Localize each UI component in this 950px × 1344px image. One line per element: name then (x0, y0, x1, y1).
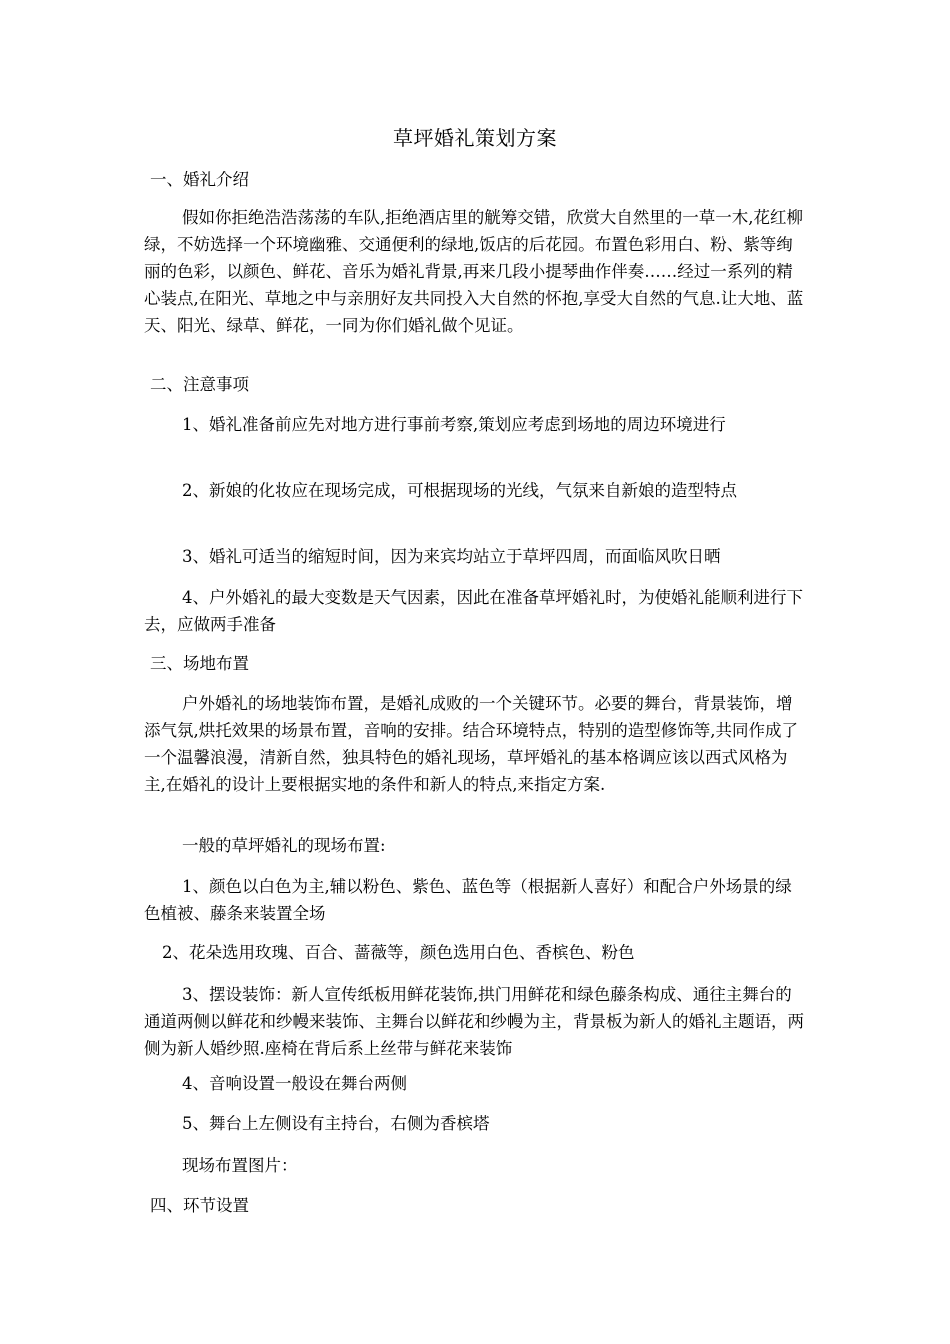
paragraph-venue-2: 2、花朵选用玫瑰、百合、蔷薇等，颜色选用白色、香槟色、粉色 (162, 943, 635, 962)
document-title: 草坪婚礼策划方案 (393, 126, 557, 150)
paragraph-venue-3: 3、摆设装饰：新人宣传纸板用鲜花装饰,拱门用鲜花和绿色藤条构成、通往主舞台的通道两侧以鲜花和纱幔来装饰、主舞台以鲜花和纱幔为主，背景板为新人的婚礼主题语，两侧为新人婚纱照.座椅在背后系上丝带与鲜花来装饰 (144, 985, 804, 1058)
paragraph-intro: 假如你拒绝浩浩荡荡的车队,拒绝酒店里的觥筹交错，欣赏大自然里的一草一木,花红柳绿，不妨选择一个环境幽雅、交通便利的绿地,饭店的后花园。布置色彩用白、粉、紫等绚丽的色彩，以颜色、鲜花、音乐为婚礼背景,再来几段小提琴曲作伴奏……经过一系列的精心装点,在阳光、草地之中与亲朋好友共同投入大自然的怀抱,享受大自然的气息.让大地、蓝天、阳光、绿草、鲜花，一同为你们婚礼做个见证。 (144, 208, 804, 335)
paragraph-venue-5: 5、舞台上左侧设有主持台，右侧为香槟塔 (182, 1114, 490, 1133)
section-heading-intro: 一、婚礼介绍 (150, 170, 249, 189)
paragraph-note-3: 3、婚礼可适当的缩短时间，因为来宾均站立于草坪四周，而面临风吹日晒 (182, 547, 721, 566)
paragraph-note-2: 2、新娘的化妆应在现场完成，可根据现场的光线，气氛来自新娘的造型特点 (182, 481, 737, 500)
paragraph-venue-1: 1、颜色以白色为主,辅以粉色、紫色、蓝色等（根据新人喜好）和配合户外场景的绿色植被、藤条来装置全场 (144, 877, 792, 923)
paragraph-venue-4: 4、音响设置一般设在舞台两侧 (182, 1074, 407, 1093)
paragraph-venue-general: 一般的草坪婚礼的现场布置: (182, 836, 386, 855)
section-heading-notes: 二、注意事项 (150, 375, 249, 394)
section-heading-agenda: 四、环节设置 (150, 1196, 249, 1215)
paragraph-venue-intro: 户外婚礼的场地装饰布置，是婚礼成败的一个关键环节。必要的舞台，背景装饰，增添气氛,烘托效果的场景布置，音响的安排。结合环境特点，特别的造型修饰等,共同作成了一个温馨浪漫，清新自然，独具特色的婚礼现场，草坪婚礼的基本格调应该以西式风格为主,在婚礼的设计上要根据实地的条件和新人的特点,来指定方案. (144, 694, 798, 794)
paragraph-note-4: 4、户外婚礼的最大变数是天气因素，因此在准备草坪婚礼时，为使婚礼能顺利进行下去，应做两手准备 (144, 588, 803, 634)
section-heading-venue: 三、场地布置 (150, 654, 249, 673)
paragraph-venue-photos: 现场布置图片： (182, 1156, 298, 1175)
paragraph-note-1: 1、婚礼准备前应先对地方进行事前考察,策划应考虑到场地的周边环境进行 (182, 415, 726, 434)
